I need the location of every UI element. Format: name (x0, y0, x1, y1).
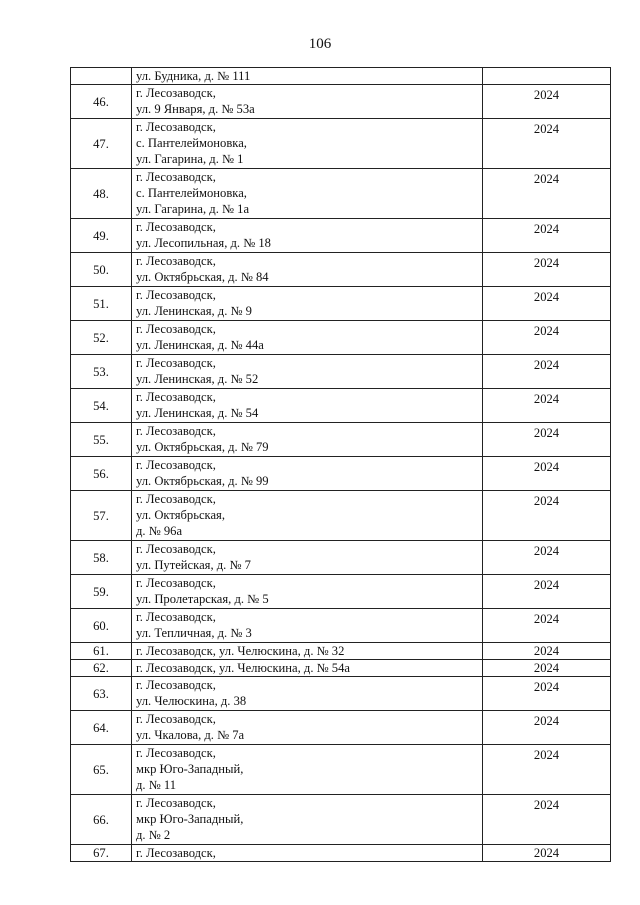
address-cell (132, 389, 483, 423)
address-cell (132, 457, 483, 491)
table-row (71, 575, 611, 609)
address-cell (132, 68, 483, 85)
year-cell: 2024 (483, 253, 611, 287)
address-line: г. Лесозаводск, (136, 712, 216, 726)
address-line: г. Лесозаводск, (136, 86, 216, 100)
address-line: мкр Юго-Западный, (136, 812, 244, 826)
table-row (71, 491, 611, 541)
address-cell (132, 711, 483, 745)
address-line: ул. Ленинская, д. № 9 (136, 304, 252, 318)
address-line: ул. Лесопильная, д. № 18 (136, 236, 271, 250)
address-line: ул. 9 Января, д. № 53а (136, 102, 255, 116)
row-number-cell: 56. (71, 457, 132, 491)
address-line: ул. Гагарина, д. № 1 (136, 152, 244, 166)
table-row (71, 119, 611, 169)
address-line: г. Лесозаводск, (136, 322, 216, 336)
address-line: ул. Октябрьская, д. № 84 (136, 270, 269, 284)
address-line: г. Лесозаводск, (136, 356, 216, 370)
table-row (71, 795, 611, 845)
address-line: г. Лесозаводск, (136, 390, 216, 404)
row-number-cell: 52. (71, 321, 132, 355)
year-cell: 2024 (483, 491, 611, 541)
address-line: мкр Юго-Западный, (136, 762, 244, 776)
row-number-cell: 55. (71, 423, 132, 457)
address-line: ул. Октябрьская, д. № 99 (136, 474, 269, 488)
year-cell: 2024 (483, 677, 611, 711)
table-row (71, 660, 611, 677)
table-row (71, 711, 611, 745)
table-row (71, 643, 611, 660)
table-row (71, 541, 611, 575)
row-number-cell: 67. (71, 845, 132, 862)
row-number-cell: 59. (71, 575, 132, 609)
address-schedule-table (70, 67, 611, 862)
address-line: ул. Путейская, д. № 7 (136, 558, 251, 572)
row-number-cell: 54. (71, 389, 132, 423)
row-number-cell: 61. (71, 643, 132, 660)
address-line: г. Лесозаводск, (136, 120, 216, 134)
address-cell (132, 575, 483, 609)
table-row (71, 219, 611, 253)
address-cell (132, 119, 483, 169)
address-line: г. Лесозаводск, (136, 458, 216, 472)
row-number-cell: 50. (71, 253, 132, 287)
address-line: ул. Будника, д. № 111 (136, 69, 251, 83)
address-cell (132, 609, 483, 643)
row-number-cell: 53. (71, 355, 132, 389)
row-number-cell: 48. (71, 169, 132, 219)
address-line: г. Лесозаводск, (136, 254, 216, 268)
year-cell: 2024 (483, 643, 611, 660)
row-number-cell: 64. (71, 711, 132, 745)
address-cell (132, 287, 483, 321)
address-cell (132, 677, 483, 711)
address-line: г. Лесозаводск, (136, 576, 216, 590)
address-line: г. Лесозаводск, (136, 542, 216, 556)
table-row (71, 677, 611, 711)
address-cell (132, 253, 483, 287)
row-number-cell: 47. (71, 119, 132, 169)
row-number-cell: 60. (71, 609, 132, 643)
address-cell (132, 85, 483, 119)
table-row (71, 253, 611, 287)
address-line: г. Лесозаводск, ул. Челюскина, д. № 54а (136, 661, 350, 675)
year-cell: 2024 (483, 845, 611, 862)
address-line: д. № 11 (136, 778, 176, 792)
year-cell: 2024 (483, 321, 611, 355)
address-cell (132, 219, 483, 253)
table-row (71, 609, 611, 643)
row-number-cell: 57. (71, 491, 132, 541)
table-row (71, 321, 611, 355)
address-line: г. Лесозаводск, ул. Челюскина, д. № 32 (136, 644, 345, 658)
address-line: д. № 2 (136, 828, 171, 842)
address-line: г. Лесозаводск, (136, 846, 216, 860)
row-number-cell: 62. (71, 660, 132, 677)
table-row (71, 745, 611, 795)
row-number-cell: 46. (71, 85, 132, 119)
table-row (71, 389, 611, 423)
year-cell: 2024 (483, 219, 611, 253)
address-cell (132, 491, 483, 541)
year-cell: 2024 (483, 457, 611, 491)
address-line: с. Пантелеймоновка, (136, 136, 247, 150)
table-row (71, 169, 611, 219)
year-cell: 2024 (483, 795, 611, 845)
address-cell (132, 541, 483, 575)
year-cell: 2024 (483, 287, 611, 321)
address-line: с. Пантелеймоновка, (136, 186, 247, 200)
table-row (71, 68, 611, 85)
year-cell: 2024 (483, 575, 611, 609)
table-row (71, 423, 611, 457)
address-line: ул. Ленинская, д. № 54 (136, 406, 259, 420)
year-cell: 2024 (483, 711, 611, 745)
row-number-cell: 65. (71, 745, 132, 795)
address-line: г. Лесозаводск, (136, 678, 216, 692)
row-number-cell: 51. (71, 287, 132, 321)
year-cell: 2024 (483, 169, 611, 219)
row-number-cell: 63. (71, 677, 132, 711)
table-row (71, 355, 611, 389)
address-line: ул. Октябрьская, (136, 508, 225, 522)
address-line: г. Лесозаводск, (136, 610, 216, 624)
year-cell: 2024 (483, 85, 611, 119)
table-row (71, 845, 611, 862)
address-cell (132, 423, 483, 457)
address-line: ул. Ленинская, д. № 52 (136, 372, 259, 386)
row-number-cell (71, 68, 132, 85)
row-number-cell: 66. (71, 795, 132, 845)
year-cell: 2024 (483, 423, 611, 457)
page-number: 106 (308, 36, 332, 52)
address-line: ул. Ленинская, д. № 44а (136, 338, 264, 352)
address-line: ул. Гагарина, д. № 1а (136, 202, 250, 216)
address-line: ул. Тепличная, д. № 3 (136, 626, 252, 640)
address-line: г. Лесозаводск, (136, 424, 216, 438)
address-line: ул. Челюскина, д. 38 (136, 694, 247, 708)
address-line: г. Лесозаводск, (136, 746, 216, 760)
address-cell (132, 660, 483, 677)
row-number-cell: 49. (71, 219, 132, 253)
address-line: г. Лесозаводск, (136, 288, 216, 302)
year-cell: 2024 (483, 745, 611, 795)
table-row (71, 85, 611, 119)
address-cell (132, 795, 483, 845)
address-line: г. Лесозаводск, (136, 492, 216, 506)
address-line: ул. Пролетарская, д. № 5 (136, 592, 269, 606)
year-cell: 2024 (483, 541, 611, 575)
year-cell (483, 68, 611, 85)
address-cell (132, 845, 483, 862)
row-number-cell: 58. (71, 541, 132, 575)
year-cell: 2024 (483, 660, 611, 677)
year-cell: 2024 (483, 389, 611, 423)
year-cell: 2024 (483, 119, 611, 169)
address-line: г. Лесозаводск, (136, 170, 216, 184)
address-cell (132, 745, 483, 795)
address-cell (132, 355, 483, 389)
year-cell: 2024 (483, 355, 611, 389)
address-line: д. № 96а (136, 524, 183, 538)
address-line: ул. Октябрьская, д. № 79 (136, 440, 269, 454)
address-cell (132, 321, 483, 355)
table-row (71, 287, 611, 321)
address-line: г. Лесозаводск, (136, 796, 216, 810)
table-row (71, 457, 611, 491)
address-cell (132, 169, 483, 219)
table-body (71, 68, 611, 862)
address-cell (132, 643, 483, 660)
address-line: ул. Чкалова, д. № 7а (136, 728, 245, 742)
address-line: г. Лесозаводск, (136, 220, 216, 234)
year-cell: 2024 (483, 609, 611, 643)
